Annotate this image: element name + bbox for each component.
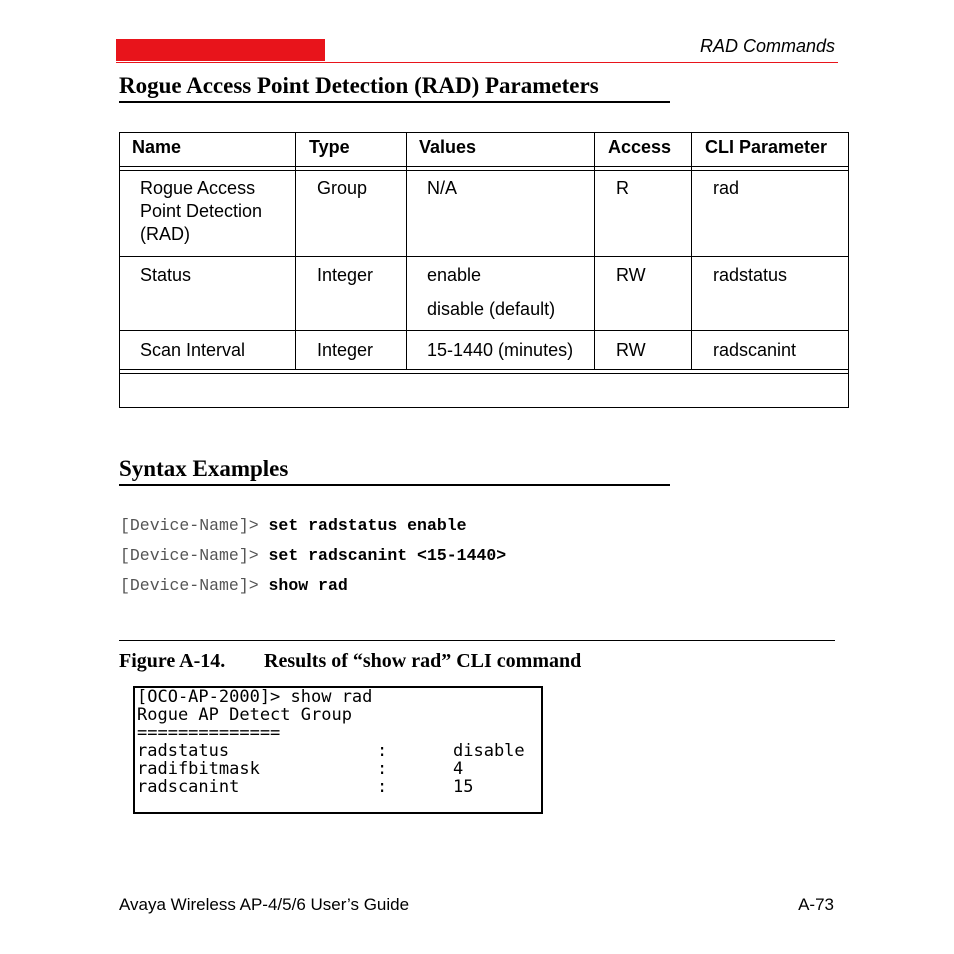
table-row-2-access: RW — [616, 265, 646, 285]
figure-title: Results of “show rad” CLI command — [264, 650, 582, 672]
cli-prompt: [Device-Name]> — [120, 576, 259, 595]
table-row-3-values: 15-1440 (minutes) — [427, 340, 574, 360]
footer-page-number: A-73 — [798, 895, 834, 914]
cli-command: set radstatus enable — [268, 516, 467, 535]
table-row-3-cli: radscanint — [713, 340, 797, 360]
table-col-rule — [691, 133, 692, 369]
table-row-2-type: Integer — [317, 265, 374, 285]
terminal-entry-key: radscanint — [137, 777, 240, 797]
table-row-1-access: R — [616, 178, 629, 198]
cell-text: enable — [427, 265, 482, 285]
syntax-example-line — [120, 516, 467, 535]
cell-text: disable (default) — [427, 299, 556, 319]
table-row-rule — [120, 373, 848, 374]
cli-command: set radscanint <15-1440> — [268, 546, 507, 565]
terminal-entry-value: 4 — [453, 759, 464, 779]
cell-text: Rogue Access — [140, 178, 256, 198]
table-row-2-values — [427, 264, 555, 321]
table-header-rule-1 — [120, 166, 848, 167]
cli-prompt: [Device-Name]> — [120, 516, 259, 535]
table-header-values: Values — [419, 137, 477, 157]
section-title-syntax-examples: Syntax Examples — [119, 456, 670, 486]
figure-label: Figure A-14. — [119, 650, 226, 672]
cli-command: show rad — [268, 576, 348, 595]
table-row-1-name — [140, 177, 262, 246]
table-col-rule — [406, 133, 407, 369]
table-row-2-name: Status — [140, 265, 192, 285]
syntax-example-line — [120, 546, 506, 565]
terminal-group-title: Rogue AP Detect Group — [137, 705, 352, 725]
table-row-3-access: RW — [616, 340, 646, 360]
table-row-3-type: Integer — [317, 340, 374, 360]
running-head: RAD Commands — [699, 36, 835, 56]
syntax-example-line — [120, 576, 348, 595]
figure-caption — [119, 650, 581, 673]
table-row-2-cli: radstatus — [713, 265, 788, 285]
table-row-rule — [120, 369, 848, 370]
table-row-1-cli: rad — [713, 178, 740, 198]
table-row-3-name: Scan Interval — [140, 340, 246, 360]
terminal-entry-key: radstatus — [137, 741, 230, 761]
table-row-rule — [120, 330, 848, 331]
table-row-rule — [120, 256, 848, 257]
terminal-separator: ============== — [137, 723, 281, 743]
table-row-1-type: Group — [317, 178, 368, 198]
terminal-entry-sep: : — [377, 759, 388, 779]
table-col-rule — [594, 133, 595, 369]
table-row-1-values: N/A — [427, 178, 458, 198]
terminal-command-line: [OCO-AP-2000]> show rad — [137, 687, 373, 707]
header-rule — [116, 62, 838, 63]
table-header-access: Access — [608, 137, 672, 157]
terminal-entry-value: disable — [453, 741, 525, 761]
terminal-screenshot — [133, 686, 543, 814]
cell-text: (RAD) — [140, 224, 190, 244]
table-col-rule — [295, 133, 296, 369]
footer-guide-title: Avaya Wireless AP-4/5/6 User’s Guide — [119, 895, 410, 914]
figure-rule — [119, 640, 835, 641]
table-header-cli-parameter: CLI Parameter — [705, 137, 828, 157]
terminal-entry — [137, 778, 541, 796]
cli-prompt: [Device-Name]> — [120, 546, 259, 565]
terminal-entry-key: radifbitmask — [137, 759, 260, 779]
terminal-entry — [137, 760, 541, 778]
header-accent-bar — [116, 39, 325, 61]
terminal-entry — [137, 742, 541, 760]
table-header-rule-2 — [120, 170, 848, 171]
terminal-entry-sep: : — [377, 741, 388, 761]
table-header-name: Name — [132, 137, 182, 157]
terminal-entry-sep: : — [377, 777, 388, 797]
section-title-parameters: Rogue Access Point Detection (RAD) Parameters — [119, 73, 670, 103]
table-header-type: Type — [309, 137, 350, 157]
cell-text: Point Detection — [140, 201, 263, 221]
terminal-entry-value: 15 — [453, 777, 474, 797]
parameters-table — [119, 132, 849, 408]
